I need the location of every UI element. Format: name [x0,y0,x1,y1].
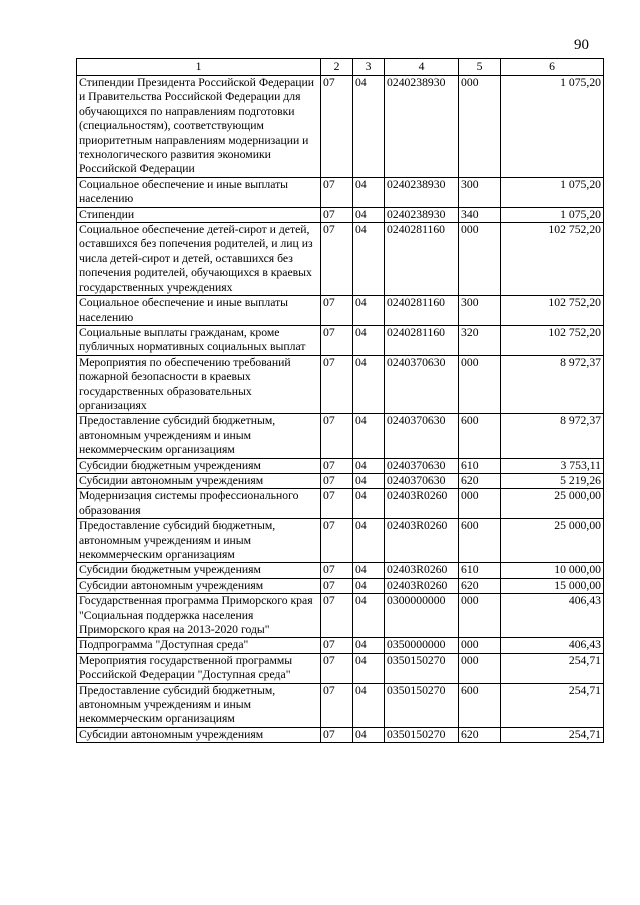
row-target-article: 0240281160 [385,223,459,296]
row-name: Субсидии бюджетным учреждениям [77,563,321,578]
row-expense-type: 000 [459,76,501,178]
row-amount: 254,71 [501,653,604,683]
row-subsection: 04 [353,578,385,593]
row-target-article: 0240370630 [385,355,459,414]
row-expense-type: 300 [459,296,501,326]
row-name: Социальное обеспечение детей-сирот и детей, оставшихся без попечения родителей, и лиц из числа детей-сирот и детей, оставшихся без попечения родителей, обучающихся в краевых государственных учреждениях [77,223,321,296]
row-subsection: 04 [353,296,385,326]
row-subsection: 04 [353,458,385,473]
row-section: 07 [321,76,353,178]
row-subsection: 04 [353,519,385,563]
row-target-article: 0240238930 [385,207,459,222]
row-target-article: 02403R0260 [385,578,459,593]
row-amount: 254,71 [501,683,604,727]
row-amount: 1 075,20 [501,207,604,222]
header-col-1: 1 [77,59,321,76]
row-amount: 8 972,37 [501,414,604,458]
row-section: 07 [321,223,353,296]
header-col-2: 2 [321,59,353,76]
row-name: Подпрограмма "Доступная среда" [77,638,321,653]
row-subsection: 04 [353,653,385,683]
row-subsection: 04 [353,325,385,355]
row-expense-type: 000 [459,638,501,653]
row-amount: 10 000,00 [501,563,604,578]
row-section: 07 [321,177,353,207]
table-row [77,355,604,414]
row-name: Субсидии автономным учреждениям [77,578,321,593]
row-section: 07 [321,683,353,727]
row-section: 07 [321,414,353,458]
row-expense-type: 610 [459,563,501,578]
row-expense-type: 340 [459,207,501,222]
table-header-row [77,59,604,76]
row-amount: 1 075,20 [501,76,604,178]
row-subsection: 04 [353,638,385,653]
row-subsection: 04 [353,473,385,488]
row-amount: 254,71 [501,727,604,742]
row-amount: 406,43 [501,638,604,653]
row-subsection: 04 [353,355,385,414]
row-subsection: 04 [353,76,385,178]
row-name: Субсидии автономным учреждениям [77,473,321,488]
header-col-5: 5 [459,59,501,76]
row-amount: 5 219,26 [501,473,604,488]
row-expense-type: 600 [459,683,501,727]
row-amount: 406,43 [501,594,604,638]
row-amount: 25 000,00 [501,489,604,519]
row-subsection: 04 [353,414,385,458]
row-section: 07 [321,594,353,638]
table-row [77,519,604,563]
row-name: Государственная программа Приморского края "Социальная поддержка населения Приморского края на 2013-2020 годы" [77,594,321,638]
header-col-6: 6 [501,59,604,76]
row-target-article: 0240238930 [385,76,459,178]
table-row [77,223,604,296]
row-name: Субсидии автономным учреждениям [77,727,321,742]
table-row [77,414,604,458]
row-target-article: 02403R0260 [385,519,459,563]
row-section: 07 [321,458,353,473]
row-section: 07 [321,473,353,488]
row-name: Социальное обеспечение и иные выплаты населению [77,177,321,207]
table-row [77,727,604,742]
row-name: Стипендии [77,207,321,222]
row-target-article: 0240238930 [385,177,459,207]
row-name: Предоставление субсидий бюджетным, автономным учреждениям и иным некоммерческим организациям [77,519,321,563]
row-section: 07 [321,653,353,683]
row-section: 07 [321,355,353,414]
table-row [77,683,604,727]
table-row [77,653,604,683]
table-row [77,207,604,222]
row-amount: 25 000,00 [501,519,604,563]
row-expense-type: 620 [459,578,501,593]
row-expense-type: 000 [459,489,501,519]
row-name: Стипендии Президента Российской Федерации и Правительства Российской Федерации для обучающихся по направлениям подготовки (специальностям), соответствующим приоритетным направлениям модернизации и технологического развития экономики Российской Федерации [77,76,321,178]
row-target-article: 0350150270 [385,653,459,683]
row-name: Мероприятия государственной программы Российской Федерации "Доступная среда" [77,653,321,683]
row-amount: 8 972,37 [501,355,604,414]
row-expense-type: 620 [459,727,501,742]
row-name: Социальные выплаты гражданам, кроме публичных нормативных социальных выплат [77,325,321,355]
row-name: Субсидии бюджетным учреждениям [77,458,321,473]
row-subsection: 04 [353,177,385,207]
row-name: Предоставление субсидий бюджетным, автономным учреждениям и иным некоммерческим организациям [77,683,321,727]
row-expense-type: 000 [459,355,501,414]
row-amount: 1 075,20 [501,177,604,207]
row-section: 07 [321,296,353,326]
row-target-article: 0350150270 [385,683,459,727]
row-section: 07 [321,519,353,563]
row-section: 07 [321,563,353,578]
header-col-4: 4 [385,59,459,76]
row-subsection: 04 [353,563,385,578]
table-row [77,594,604,638]
table-row [77,325,604,355]
header-col-3: 3 [353,59,385,76]
row-subsection: 04 [353,594,385,638]
row-target-article: 02403R0260 [385,489,459,519]
row-section: 07 [321,638,353,653]
row-section: 07 [321,207,353,222]
budget-table [76,58,604,743]
row-expense-type: 600 [459,414,501,458]
row-expense-type: 300 [459,177,501,207]
table-row [77,76,604,178]
row-expense-type: 000 [459,653,501,683]
row-target-article: 02403R0260 [385,563,459,578]
row-expense-type: 620 [459,473,501,488]
row-expense-type: 610 [459,458,501,473]
row-name: Мероприятия по обеспечению требований пожарной безопасности в краевых государственных образовательных организациях [77,355,321,414]
row-subsection: 04 [353,489,385,519]
table-row [77,458,604,473]
table-row [77,489,604,519]
row-amount: 102 752,20 [501,325,604,355]
table-row [77,177,604,207]
row-target-article: 0240370630 [385,473,459,488]
row-amount: 15 000,00 [501,578,604,593]
row-section: 07 [321,578,353,593]
table-row [77,296,604,326]
row-section: 07 [321,325,353,355]
row-name: Социальное обеспечение и иные выплаты населению [77,296,321,326]
row-expense-type: 000 [459,594,501,638]
row-target-article: 0240281160 [385,325,459,355]
row-amount: 102 752,20 [501,296,604,326]
row-subsection: 04 [353,223,385,296]
row-amount: 3 753,11 [501,458,604,473]
row-subsection: 04 [353,727,385,742]
row-expense-type: 320 [459,325,501,355]
row-target-article: 0240370630 [385,414,459,458]
table-row [77,638,604,653]
row-target-article: 0240370630 [385,458,459,473]
row-target-article: 0350150270 [385,727,459,742]
table-row [77,473,604,488]
row-section: 07 [321,489,353,519]
row-subsection: 04 [353,207,385,222]
row-name: Модернизация системы профессионального образования [77,489,321,519]
table-row [77,578,604,593]
row-target-article: 0300000000 [385,594,459,638]
row-target-article: 0350000000 [385,638,459,653]
table-body [77,76,604,743]
table-row [77,563,604,578]
row-expense-type: 600 [459,519,501,563]
row-name: Предоставление субсидий бюджетным, автономным учреждениям и иным некоммерческим организациям [77,414,321,458]
row-amount: 102 752,20 [501,223,604,296]
row-target-article: 0240281160 [385,296,459,326]
row-expense-type: 000 [459,223,501,296]
page-number: 90 [574,37,589,53]
row-subsection: 04 [353,683,385,727]
row-section: 07 [321,727,353,742]
